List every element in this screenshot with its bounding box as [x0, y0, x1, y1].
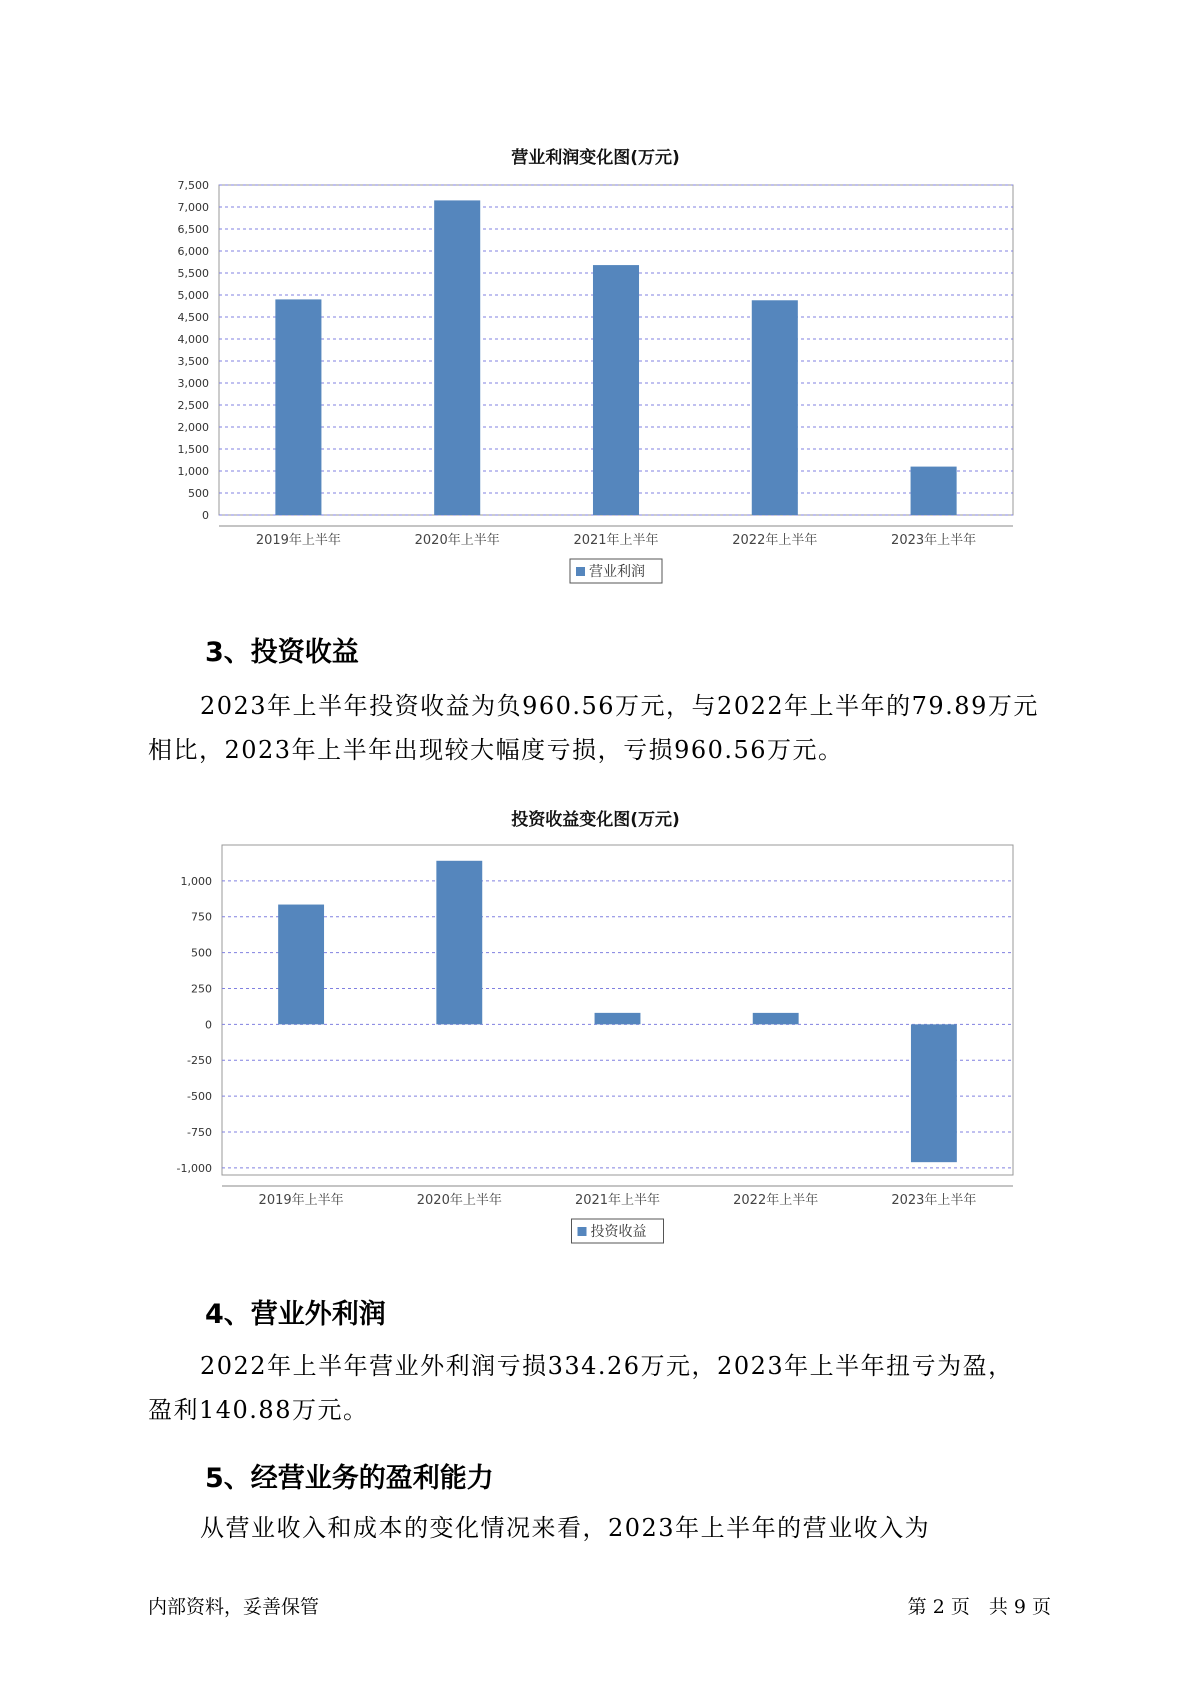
- bar: [278, 905, 324, 1025]
- x-tick-label: 2021年上半年: [573, 533, 659, 548]
- section-5-paragraph: [148, 1506, 1068, 1550]
- x-tick-label: 2020年上半年: [416, 1193, 502, 1208]
- y-tick-label: 750: [191, 910, 212, 924]
- legend-swatch: [576, 567, 585, 576]
- y-tick-label: 6,500: [177, 223, 209, 236]
- bar: [275, 299, 321, 515]
- bar: [593, 265, 639, 515]
- x-tick-label: 2021年上半年: [574, 1193, 661, 1208]
- y-tick-label: -250: [187, 1054, 212, 1068]
- y-tick-label: 4,000: [177, 333, 209, 346]
- bar: [911, 467, 957, 515]
- y-tick-label: 5,000: [177, 289, 209, 302]
- bar: [753, 1013, 799, 1024]
- x-tick-label: 2019年上半年: [255, 533, 341, 548]
- y-tick-label: 500: [191, 946, 212, 960]
- y-tick-label: 0: [202, 509, 209, 522]
- x-tick-label: 2023年上半年: [891, 533, 977, 548]
- x-tick-label: 2022年上半年: [733, 1193, 819, 1208]
- section-4-line-1: 2022年上半年营业外利润亏损334.26万元，2023年上半年扭亏为盈，: [200, 1352, 1014, 1380]
- section-4-paragraph: [148, 1344, 1068, 1432]
- bar: [436, 861, 482, 1025]
- section-3-paragraph: [148, 684, 1068, 772]
- section-3-heading: 3、投资收益: [205, 637, 359, 668]
- y-tick-label: 0: [205, 1018, 212, 1032]
- section-5-heading: 5、经营业务的盈利能力: [205, 1463, 494, 1494]
- section-5-line-1: 从营业收入和成本的变化情况来看，2023年上半年的营业收入为: [200, 1514, 931, 1542]
- bar: [595, 1013, 641, 1024]
- section-4-heading: 4、营业外利润: [205, 1299, 386, 1330]
- y-tick-label: 2,000: [177, 421, 209, 434]
- y-tick-label: 3,000: [177, 377, 209, 390]
- x-tick-label: 2019年上半年: [258, 1193, 344, 1208]
- plot-area: [222, 845, 1013, 1175]
- bar: [752, 300, 798, 515]
- y-tick-label: 5,500: [177, 267, 209, 280]
- footer-page-number: 第 2 页 共 9 页: [907, 1596, 1051, 1618]
- section-3-line-1: 2023年上半年投资收益为负960.56万元，与2022年上半年的79.89万元: [200, 692, 1039, 720]
- y-tick-label: 2,500: [177, 399, 209, 412]
- investment-income-chart: [0, 835, 1191, 1255]
- footer-confidential-note: 内部资料，妥善保管: [148, 1596, 320, 1618]
- y-tick-label: 7,500: [177, 179, 209, 192]
- legend-label: 投资收益: [590, 1224, 647, 1240]
- y-tick-label: 1,000: [177, 465, 209, 478]
- chart1-title: 营业利润变化图(万元): [511, 148, 680, 168]
- chart2-title: 投资收益变化图(万元): [511, 810, 680, 830]
- bar: [911, 1024, 957, 1162]
- x-tick-label: 2022年上半年: [732, 533, 818, 548]
- y-tick-label: 3,500: [177, 355, 209, 368]
- legend-label: 营业利润: [589, 564, 645, 580]
- x-tick-label: 2020年上半年: [414, 533, 500, 548]
- y-tick-label: 500: [188, 487, 209, 500]
- operating-profit-chart: [0, 170, 1191, 590]
- section-4-line-2: 盈利140.88万元。: [148, 1396, 369, 1424]
- legend-swatch: [578, 1227, 587, 1236]
- x-tick-label: 2023年上半年: [891, 1193, 977, 1208]
- y-tick-label: 1,500: [177, 443, 209, 456]
- y-tick-label: -1,000: [176, 1161, 212, 1175]
- y-tick-label: 6,000: [177, 245, 209, 258]
- y-tick-label: 1,000: [180, 874, 212, 888]
- y-tick-label: 250: [191, 982, 212, 996]
- y-tick-label: 4,500: [177, 311, 209, 324]
- y-tick-label: -500: [187, 1090, 212, 1104]
- section-3-line-2: 相比，2023年上半年出现较大幅度亏损，亏损960.56万元。: [148, 736, 844, 764]
- y-tick-label: -750: [187, 1125, 212, 1139]
- y-tick-label: 7,000: [177, 201, 209, 214]
- bar: [434, 200, 480, 515]
